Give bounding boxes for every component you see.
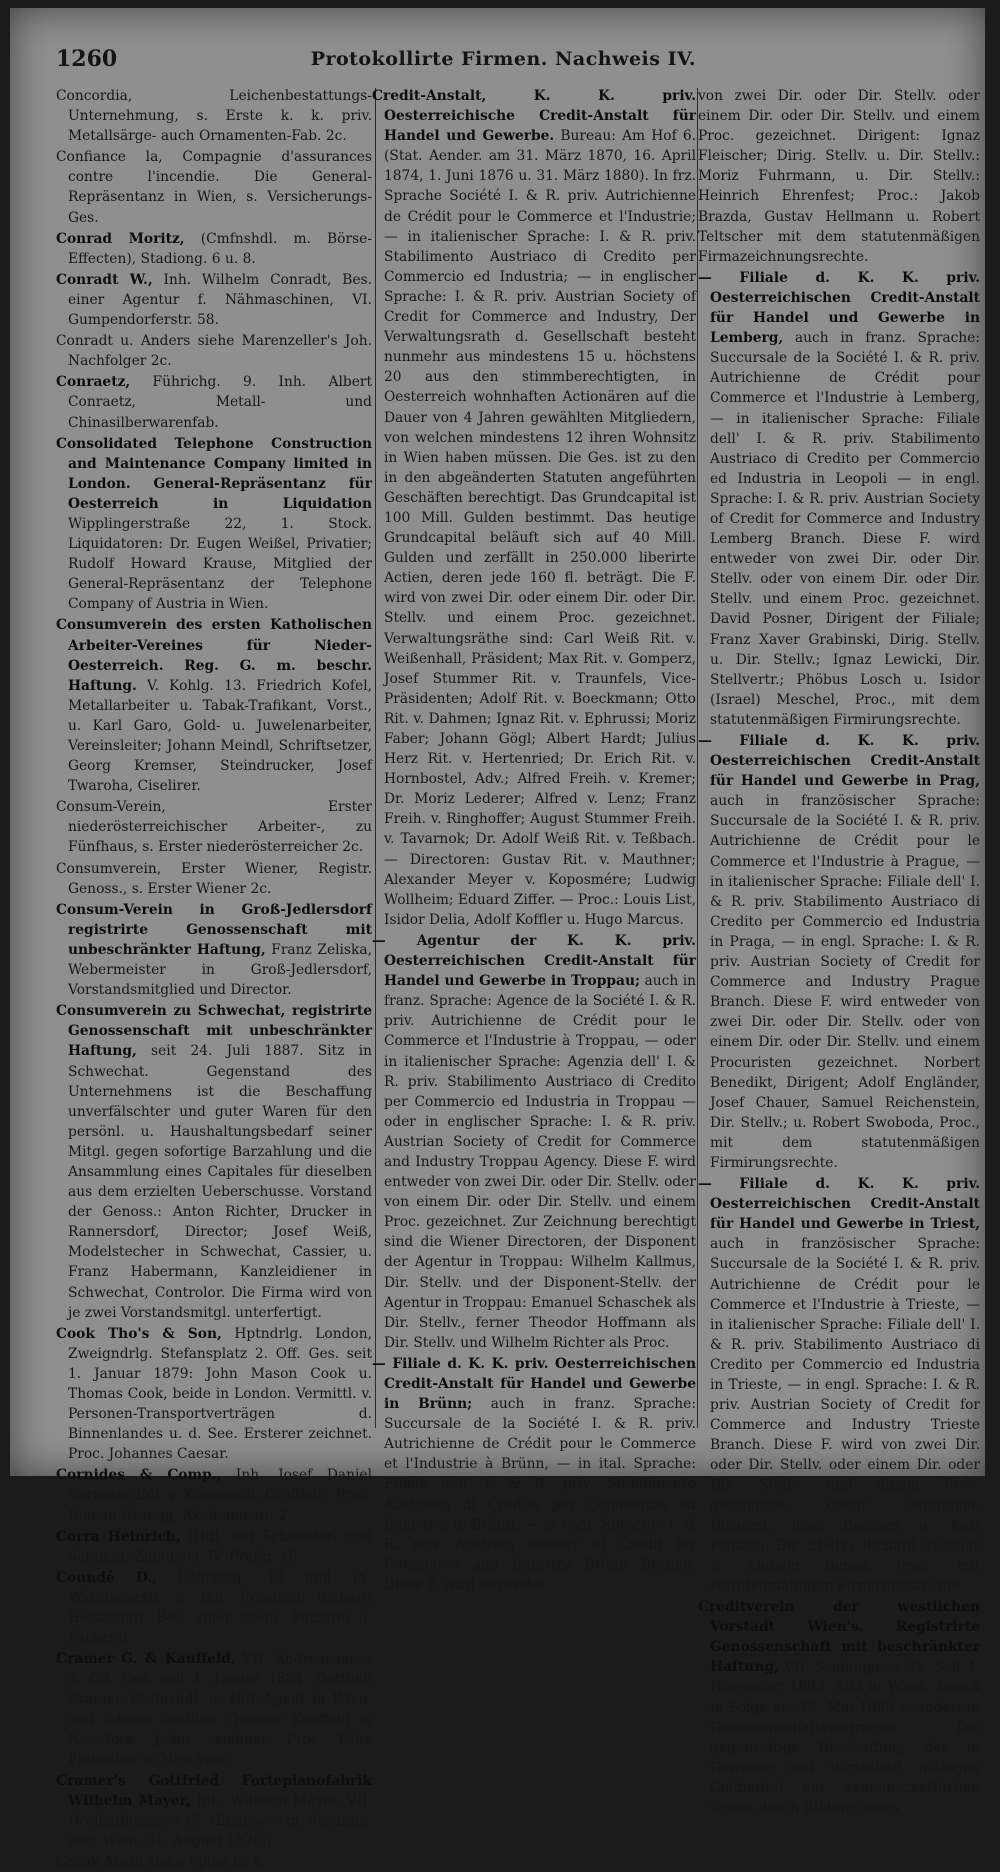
directory-entry <box>56 1527 372 1567</box>
firm-name: Consum-Verein in Groß-Jedlersdorf registrirte Genossenschaft mit unbeschränkter Haftung, <box>56 901 372 958</box>
directory-entry <box>56 797 372 857</box>
entry-text: Inh. Wilhelm Conradt, Bes. einer Agentur f. Nähmaschinen, VI. Gumpendorferstr. 58. <box>68 271 373 329</box>
entry-text: V. Kohlg. 13. Friedrich Kofel, Metallarbeiter u. Tabak-Trafikant, Vorst., u. Karl Garo, Gold- u. Juwelenarbeiter, Vereinsleiter; Johann Meindl, Schriftsetzer, Georg Kremser, Steindrucker, Josef Twaroha, Ciselirer. <box>68 677 372 795</box>
entry-text: Führichg. 9. Inh. Albert Conraetz, Metall- und Chinasilberwarenfab. <box>68 374 372 431</box>
directory-entry <box>56 331 372 371</box>
directory-entry <box>56 615 372 796</box>
directory-entry <box>56 900 372 1000</box>
entry-text: (Cmfnshdl. m. Börse-Effecten), Stadiong. 6 u. 8. <box>68 230 372 267</box>
directory-entry <box>56 147 372 227</box>
entry-text: Hptndrlg. London, Zweigndrlg. Stefansplatz 2. Off. Ges. seit 1. Januar 1879: John Mason Cook u. Thomas Cook, beide in London. Vermittl. v. Personen-Transportverträgen d. Binnenlandes u. d. See. Ersterer zeichnet. Proc. Johannes Caesar. <box>68 1325 372 1463</box>
directory-page <box>10 8 985 1871</box>
firm-name: Consumverein des ersten Katholischen Arbeiter-Vereines für Nieder-Oesterreich. Reg. G. m. beschr. Haftung. <box>56 617 372 694</box>
directory-entry <box>698 86 980 267</box>
entry-text: Inh. Wilhelm Mayer, VII. Dreilaufergasse 15. (Ehepacte m. Susanna, ddo. Wien, 31. August 1876.) <box>68 1792 373 1850</box>
entry-text: Czank Alwin siehe Spina C. A. <box>56 1854 267 1871</box>
firm-name: Conraetz, <box>56 374 131 391</box>
entry-text: Consum-Verein, Erster niederösterreichischer Arbeiter-, zu Fünfhaus, s. Erster niederösterreicher 2c. <box>56 799 372 856</box>
directory-entry <box>56 270 372 330</box>
entry-text: auch in französischer Sprache: Succursale de la Société I. & R. priv. Autrichienne de Crédit pour le Commerce et l'Industrie à Trieste, — in italienischer Sprache: Filiale dell' I. & R. priv. Stabilimento Austriaco di Credito per Commercio ed Industria in Trieste, — in engl. Sprache: I. & R. priv. Austrian Society of Credit for Commerce and Industry Trieste Branch. Diese F. wird von zwei Dir. oder Dir. Stellv. oder einem Dir. oder Dir. Stellv. und einem Proc. gezeichnet. Oscar Gentilomo, Dirigent; Josef Beonarz u. Karl Panizon, Dir. Stellv.; Richard Tischler u. Ludwig Benso, Proc. mit statutenmäßigem Firmirungsrechte. <box>710 1236 980 1594</box>
firm-name: Conrad Moritz, <box>56 230 185 247</box>
directory-entry <box>56 859 372 899</box>
directory-entry <box>56 1852 372 1872</box>
entry-text: (Hdl. mit Schneider- und Schuhm.-Zugehör), IV. Preßg. 15. <box>68 1528 373 1565</box>
entry-text: Confiance la, Compagnie d'assurances contre l'incendie. Die General-Repräsentanz in Wien, s. Versicherungs-Ges. <box>56 149 372 226</box>
entry-text: auch in franz. Sprache: Succursale de la Société I. & R. priv. Autrichienne de Crédit pour Commerce et l'Industrie à Lemberg, — in italienischer Sprache: Filiale dell' I. & R. priv. Stabilimento Austriaco di Credito per Commercio ed Industria in Leopoli — in engl. Sprache: I. & R. priv. Austrian Society of Credit for Commerce and Industry Lemberg Branch. Diese F. wird entweder von zwei Dir. oder Dir. Stellv. oder von einem Dir. oder Dir. Stellv. und einem Proc. gezeichnet. David Posner, Dirigent der Filiale; Franz Xaver Grabinski, Dirig. Stellv. u. Dir. Stellv.; Ignaz Lewicki, Dir. Stellvertr.; Phöbus Losch u. Isidor (Israel) Meschel, Proc., mit dem statutenmäßigen Firmirungsrechte. <box>710 330 980 728</box>
firm-name: Conradt W., <box>56 271 153 288</box>
entry-text: auch in französischer Sprache: Succursale de la Société I. & R. priv. Autrichienne de Crédit pour le Commerce et l'Industrie à Prague, — in italienischer Sprache: Filiale dell' I. & R. priv. Stabilimento Austriaco di Credito per Commercio ed Industria in Praga, — in engl. Sprache: I. & R. priv. Austrian Society of Credit for Commerce and Industry Prague Branch. Diese F. wird entweder von zwei Dir. oder Dir. Stellv. oder von einem Dir. oder Dir. Stellv. und einem Procuristen gezeichnet. Norbert Benedikt, Dirigent; Adolf Engländer, Josef Chauer, Samuel Reichenstein, Dir. Stellv.; u. Robert Swoboda, Proc., mit dem statutenmäßigen Firmirungsrechte. <box>710 793 980 1171</box>
firm-name: Cramer G. & Kauffeld, <box>56 1651 236 1668</box>
directory-entry <box>56 1324 372 1465</box>
directory-entry <box>56 434 372 615</box>
directory-entry <box>372 86 696 930</box>
directory-entry <box>698 1597 980 1818</box>
directory-entry <box>56 86 372 146</box>
directory-entry <box>372 931 696 1353</box>
entry-text: Wipplingerstraße 22, 1. Stock. Liquidatoren: Dr. Eugen Weißel, Privatier; Rudolf Howard Krause, Mitglied der General-Repräsentanz der Telephone Company of Austria in Wien. <box>68 515 372 613</box>
directory-entry <box>56 1771 372 1851</box>
entry-text: Inh. Josef Daniel Cornides Edl. v. Krempach, Großhdl., Proc. Roman Grengg, Akademiestr. 2. <box>68 1467 372 1524</box>
entry-text: VII. Andreasgasse 3. Off. Ges. seit 1. Januar 1884: Gottlieb Cramer, Cmfnshdl. u. Hdl.-Agent in Wien, und Johann Gottlieb Theodor Kauffeld in New-York. Jeder zeichnet. Proc. Felix Pfeffscher in New-York. <box>68 1651 372 1768</box>
entry-text: auch in franz. Sprache: Agence de la Société I. & R. priv. Autrichienne de Crédit pour le Commerce et l'Industrie à Troppau, — oder in italienischer Sprache: Agenzia dell' I. & R. priv. Stabilimento Austriaco di Credito per Commercio ed Industria in Troppau — oder in englischer Sprache: I. & R. priv. Austrian Society of Credit for Commerce and Industry Troppau Agency. Diese F. wird entweder von zwei Dir. oder Dir. Stellv. oder von einem Dir. oder Dir. Stellv. und einem Proc. gezeichnet. Zur Zeichnung berechtigt sind die Wiener Directoren, der Disponent der Agentur in Troppau: Wilhelm Kallmus, Dir. Stellv. und der Disponent-Stellv. der Agentur in Troppau: Emanuel Schaschek als Dir. Stellv., ferner Theodor Hoffmann als Dir. Stellv. und Wilhelm Richter als Proc. <box>384 973 696 1351</box>
directory-entry <box>56 1465 372 1525</box>
entry-text: Franz Zeliska, Webermeister in Groß-Jedlersdorf, Vorstandsmitglied und Director. <box>68 941 372 999</box>
directory-entry <box>56 372 372 432</box>
firm-name: Cook Tho's & Son, <box>56 1325 222 1342</box>
firm-name: Consolidated Telephone Construction and Maintenance Company limited in London. General-Repräsentanz für Oesterreich in Liquidation <box>56 435 372 512</box>
firm-name: Cramer's Gottfried Fortepianofabrik Wilhelm Mayer, <box>56 1772 372 1809</box>
entry-text: seit 24. Juli 1887. Sitz in Schwechat. Gegenstand des Unternehmens ist die Beschaffung unverfälschter und guter Waren für den persönl. u. Haushaltungsbedarf seiner Mitgl. gegen sofortige Barzahlung und die Ansammlung eines Capitales für dieselben aus dem erzielten Ueberschusse. Vorstand der Genoss.: Anton Richter, Drucker in Rannersdorf, Director; Josef Weiß, Modelstecher in Schwechat, Cassier, u. Franz Habermann, Kanzleidiener in Schwechat, Controlor. Die Firma wird von je zwei Vorstandsmitgl. unterfertigt. <box>68 1043 372 1321</box>
firm-name: Coundé D., <box>56 1569 157 1586</box>
entry-text: Bureau: Am Hof 6. (Stat. Aender. am 31. März 1870, 16. April 1874, 1. Juni 1876 u. 31. März 1880). In frz. Sprache Société I. & R. priv. Autrichienne de Crédit pour le Commerce et l'Industrie; — in italienischer Sprache: I. & R. priv. Stabilimento Austriaco di Credito per Commercio ed Industria; — in englischer Sprache: I. & R. priv. Austrian Society of Credit for Commerce and Industry, Der Verwaltungsrath d. Gesellschaft besteht nunmehr aus mindestens 15 u. höchstens 20 aus den stimmberechtigten, in Oesterreich wohnhaften Actionären auf die Dauer von 4 Jahren gewählten Mitgliedern, von welchen mindestens 12 ihren Wohnsitz in Wien haben müssen. Die Ges. ist zu den in den abgeänderten Statuten angeführten Geschäften berechtigt. Das Grundcapital ist 100 Mill. Gulden bestimmt. Das heutige Grundcapital beläuft sich auf 40 Mill. Gulden und zerfällt in 250.000 liberirte Actien, deren jede 160 fl. beträgt. Die F. wird von zwei Dir. oder einem Dir. oder Dir. Stellv. und einem Proc. gezeichnet. Verwaltungsräthe sind: Carl Weiß Rit. v. Weißenhall, Präsident; Max Rit. v. Gomperz, Josef Stummer Rit. v. Traunfels, Vice-Präsidenten; Adolf Rit. v. Boeckmann; Otto Rit. v. Dahmen; Ignaz Rit. v. Ephrussi; Moriz Faber; Johann Gögl; Albert Hardt; Julius Herz Rit. v. Hertenried; Dr. Erich Rit. v. Hornbostel, Adv.; Alfred Freih. v. Kremer; Dr. Moriz Lederer; Alfred v. Lenz; Franz Freih. v. Ringhoffer; August Stummer Freih. v. Tavarnok; Dr. Adolf Weiß Rit. v. Teßbach. — Directoren: Gustav Rit. v. Mauthner; Alexander Meyer v. Koposmére; Ludwig Wollheim; Eduard Ziffer. — Proc.: Louis List, Isidor Delia, Adolf Koffler u. Hugo Marcus. <box>384 128 697 928</box>
directory-entry <box>372 1354 696 1595</box>
entry-text: Conradt u. Anders siehe Marenzeller's Joh. Nachfolger 2c. <box>56 333 372 370</box>
entry-text: von zwei Dir. oder Dir. Stellv. oder einem Dir. oder Dir. Stellv. und einem Proc. gezeichnet. Dirigent: Ignaz Fleischer; Dirig. Stellv. u. Dir. Stellv.: Moriz Fuhrmann, u. Dir. Stellv.: Heinrich Ehrenfest; Proc.: Jakob Brazda, Gustav Hellmann u. Robert Teltscher mit dem statutenmäßigen Firmazeichnungsrechte. <box>698 88 980 265</box>
directory-entry <box>56 229 372 269</box>
directory-entry <box>56 1649 372 1770</box>
firm-name: Credit-Anstalt, K. K. priv. Oesterreichische Credit-Anstalt für Handel und Gewerbe. <box>372 88 696 145</box>
firm-name: Cornides & Comp., <box>56 1467 222 1484</box>
running-title: Protokollirte Firmen. Nachweis IV. <box>310 48 696 70</box>
column-middle <box>372 86 697 1593</box>
firm-name: Consumverein zu Schwechat, registrirte Genossenschaft mit unbeschränkter Haftung, <box>56 1003 372 1060</box>
directory-entry <box>56 1001 372 1323</box>
column-right <box>698 86 980 1816</box>
firm-name: — Filiale d. K. K. priv. Oesterreichischen Credit-Anstalt für Handel und Gewerbe in Prag, <box>698 733 980 790</box>
entry-text: Concordia, Leichenbestattungs-Unternehmung, s. Erste k. k. priv. Metallsärge- auch Ornamenten-Fab. 2c. <box>56 88 372 145</box>
page-number: 1260 <box>56 46 118 72</box>
directory-entry <box>56 1568 372 1648</box>
firm-name: — Filiale d. K. K. priv. Oesterreichischen Credit-Anstalt für Handel und Gewerbe in Triest, <box>698 1176 980 1233</box>
firm-name: — Filiale d. K. K. priv. Oesterreichischen Credit-Anstalt für Handel und Gewerbe in Brünn; <box>372 1355 696 1413</box>
entry-text: auch in franz. Sprache: Succursale de la Société I. & R. priv. Autrichienne de Crédit pour le Commerce et l'Industrie à Brünn, — in ital. Sprache: Filiale dell' I. & R. priv. Stabilimento Austriaco di Credito per Commercio ed Industria in Brünn, — in engl. Sprache: I. & R. priv. Austrian Society of Credit for Commerce and Industry Brünn Branch. Diese F. wird entweder <box>384 1396 696 1593</box>
directory-entry <box>698 1174 980 1596</box>
firm-name: — Agentur der K. K. priv. Oesterreichischen Credit-Anstalt für Handel und Gewerbe in Troppau; <box>372 932 696 990</box>
firm-name: Creditverein der westlichen Vorstadt Wien's. Registrirte Genossenschaft mit beschränkter Haftung, <box>698 1599 980 1676</box>
directory-entry <box>698 268 980 730</box>
entry-text: VII. Seidengasse 35. Seit 4. November 1883. Sitz in Wien. Zweck in Folge am 17. Mai 1885 geänderten Genossenschaftsvertrages: Die gegenseitige Beschaffung der in Gewerbe und Wirtschaft nöthigen Geldmittel auf gemeinschaftlichen Credit durch Bildung eines <box>710 1659 980 1816</box>
column-left <box>56 86 373 1871</box>
entry-text: Consumverein, Erster Wiener, Registr. Genoss., s. Erster Wiener 2c. <box>56 860 372 897</box>
page-header <box>56 46 696 76</box>
firm-name: — Filiale d. K. K. priv. Oesterreichischen Credit-Anstalt für Handel und Gewerbe in Lemberg, <box>698 269 980 347</box>
entry-text: Führichg. 12 und IX. Währingerstr. 6. Inh. Friedrich Richard Heischingl, Bes. einer chem. Putzerei u. Färberei. <box>68 1569 372 1647</box>
directory-entry <box>698 731 980 1173</box>
firm-name: Corra Heinrich, <box>56 1528 181 1545</box>
